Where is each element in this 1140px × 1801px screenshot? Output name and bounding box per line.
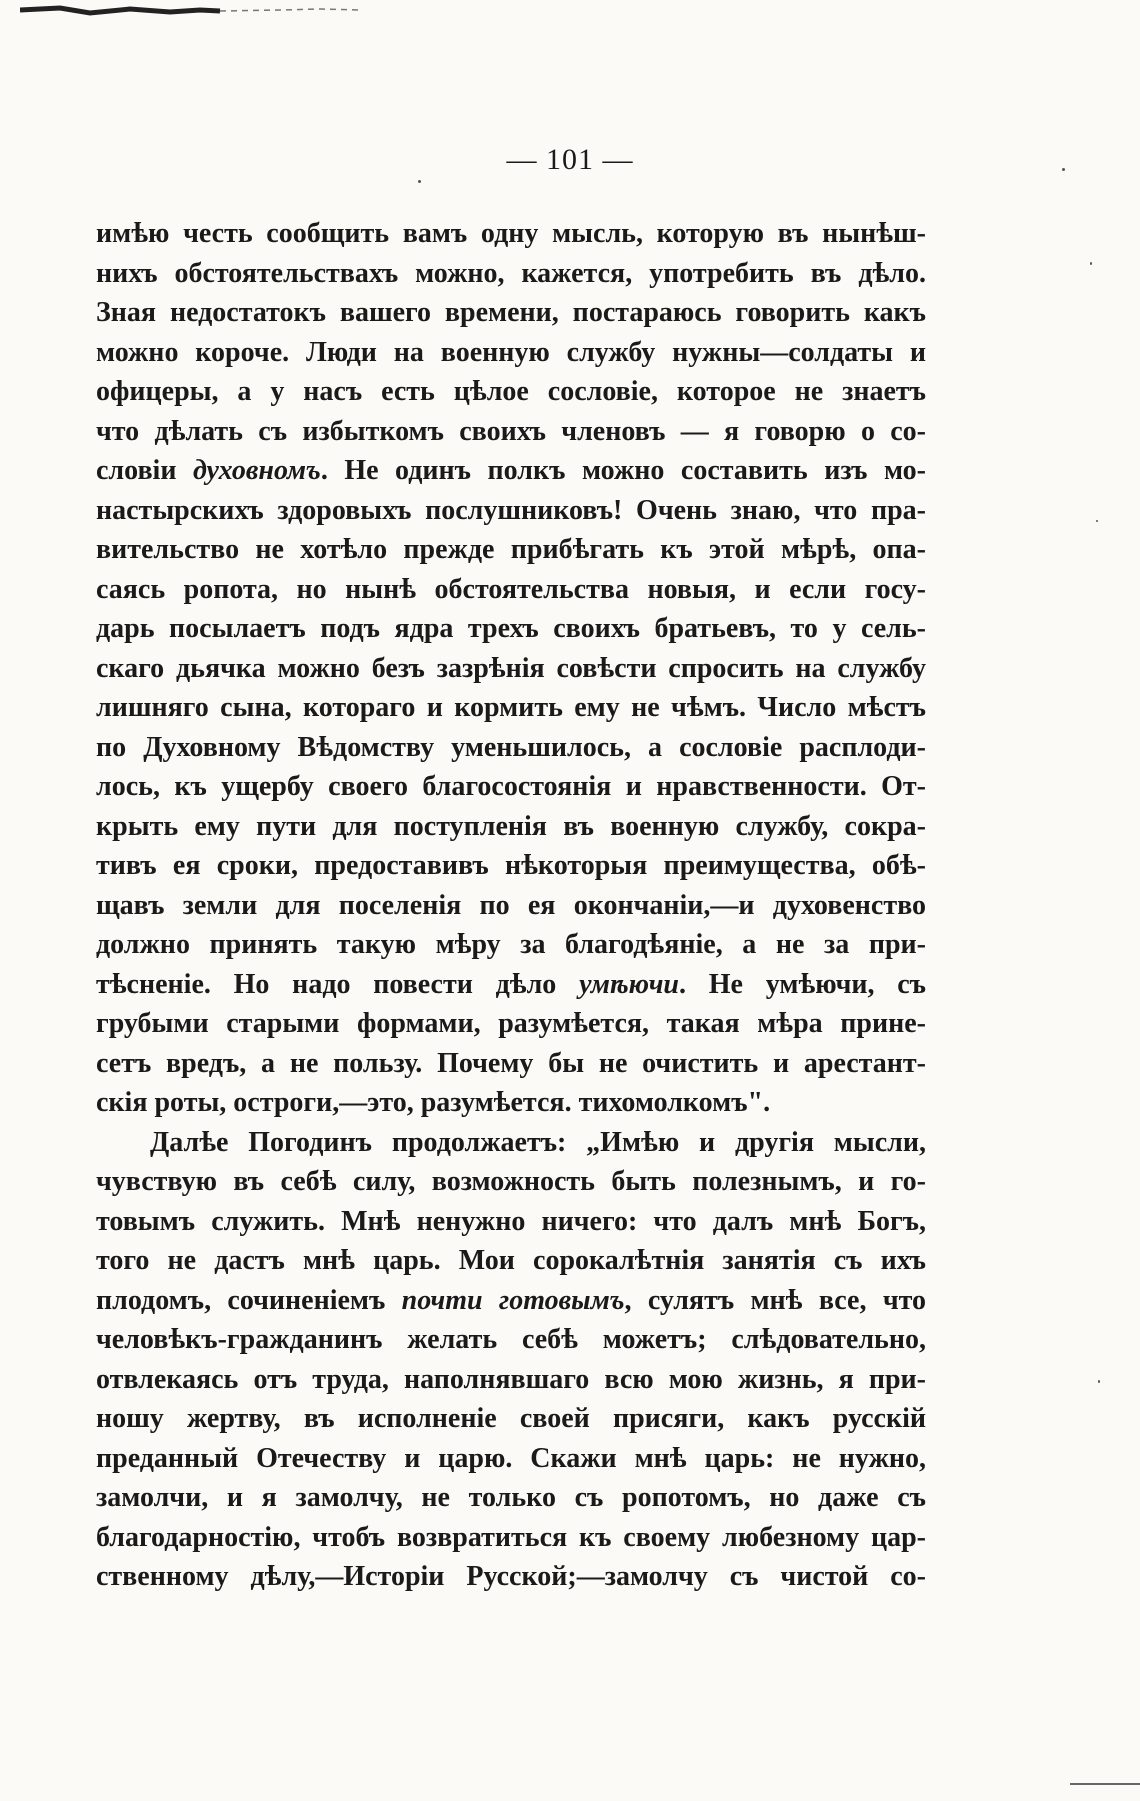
text-line: Далѣе Погодинъ продолжаетъ: „Имѣю и другія мысли, — [150, 1126, 926, 1158]
text-line: тивъ ея сроки, предоставивъ нѣкоторыя преимущества, обѣ- — [96, 850, 926, 881]
text-line: отвлекаясь отъ труда, наполнявшаго всю мою жизнь, я при- — [96, 1363, 926, 1395]
scan-edge-smudge — [20, 4, 380, 18]
text-run: . Не одинъ полкъ можно составить изъ мо- — [320, 455, 926, 486]
text-line: лишняго сына, котораго и кормить ему не чѣмъ. Число мѣстъ — [96, 692, 926, 723]
text-run: словіи — [96, 455, 193, 486]
text-line: скаго дьячка можно безъ зазрѣнія совѣсти спросить на службу — [96, 652, 926, 684]
text-line: чувствую въ себѣ силу, возможность быть полезнымъ, и го- — [96, 1166, 926, 1197]
scan-speck — [1098, 1380, 1100, 1383]
text-line: имѣю честь сообщить вамъ одну мысль, которую въ нынѣш- — [96, 218, 926, 249]
text-line: преданный Отечеству и царю. Скажи мнѣ царь: не нужно, — [96, 1442, 926, 1474]
text-line — [96, 1281, 926, 1321]
text-line: лось, къ ущербу своего благосостоянія и нравственности. От- — [96, 771, 926, 802]
text-line: человѣкъ-гражданинъ желать себѣ можетъ; слѣдовательно, — [96, 1324, 926, 1355]
scan-edge-line — [1070, 1783, 1140, 1785]
text-line: можно короче. Люди на военную службу нужны—солдаты и — [96, 336, 926, 368]
text-line: по Духовному Вѣдомству уменьшилось, а сословіе расплоди- — [96, 731, 926, 763]
text-line: скія роты, остроги,—это, разумѣется. тихомолкомъ". — [96, 1087, 771, 1118]
scan-speck — [418, 180, 421, 183]
text-run: тѣсненіе. Но надо повести дѣло — [96, 968, 580, 1000]
scan-speck — [1090, 262, 1092, 265]
text-line: должно принять такую мѣру за благодѣяніе, а не за при- — [96, 929, 926, 960]
text-line: замолчи, и я замолчу, не только съ ропотомъ, но даже съ — [96, 1482, 926, 1513]
scan-speck — [1062, 168, 1065, 171]
text-line: сетъ вредъ, а не пользу. Почему бы не очистить и арестант- — [96, 1047, 926, 1079]
text-run: . Не умѣючи, съ — [679, 968, 926, 1000]
text-line: настырскихъ здоровыхъ послушниковъ! Очень знаю, что пра- — [96, 494, 926, 526]
text-line — [96, 451, 926, 491]
text-line: щавъ земли для поселенія по ея окончаніи,—и духовенство — [96, 889, 926, 921]
paragraph-1 — [96, 214, 926, 1123]
text-line: Зная недостатокъ вашего времени, постараюсь говорить какъ — [96, 297, 926, 328]
text-line: того не дастъ мнѣ царь. Мои сорокалѣтнія занятія съ ихъ — [96, 1245, 926, 1276]
italic-emphasis: умѣючи — [579, 968, 680, 1000]
text-line: офицеры, а у насъ есть цѣлое сословіе, которое не знаетъ — [96, 376, 926, 407]
text-line: благодарностію, чтобъ возвратиться къ своему любезному цар- — [96, 1521, 926, 1553]
text-line: крыть ему пути для поступленія въ военную службу, сокра- — [96, 810, 926, 842]
italic-emphasis: почти готовымъ — [401, 1284, 625, 1316]
text-line — [96, 965, 926, 1005]
text-line: ношу жертву, въ исполненіе своей присяги, какъ русскій — [96, 1403, 926, 1434]
scan-speck — [1096, 520, 1098, 522]
text-run: плодомъ, сочиненіемъ — [96, 1284, 402, 1316]
text-line: нихъ обстоятельствахъ можно, кажется, употребить въ дѣло. — [96, 257, 926, 289]
paragraph-2 — [96, 1123, 926, 1597]
text-run: , сулятъ мнѣ все, что — [624, 1284, 926, 1316]
text-line: что дѣлать съ избыткомъ своихъ членовъ — я говорю о со- — [96, 415, 926, 447]
page-number: — 101 — — [506, 143, 634, 176]
text-line: товымъ служить. Мнѣ ненужно ничего: что далъ мнѣ Богъ, — [96, 1205, 926, 1237]
text-line: вительство не хотѣло прежде прибѣгать къ этой мѣрѣ, опа- — [96, 534, 926, 565]
text-line: саясь ропота, но нынѣ обстоятельства новыя, и если госу- — [96, 573, 926, 605]
text-line: грубыми старыми формами, разумѣется, такая мѣра прине- — [96, 1008, 926, 1039]
text-line: дарь посылаетъ подъ ядра трехъ своихъ братьевъ, то у сель- — [96, 613, 926, 644]
body-text — [96, 214, 926, 1597]
text-line: ственному дѣлу,—Исторіи Русской;—замолчу съ чистой со- — [96, 1561, 926, 1592]
italic-emphasis: духовномъ — [193, 455, 321, 486]
